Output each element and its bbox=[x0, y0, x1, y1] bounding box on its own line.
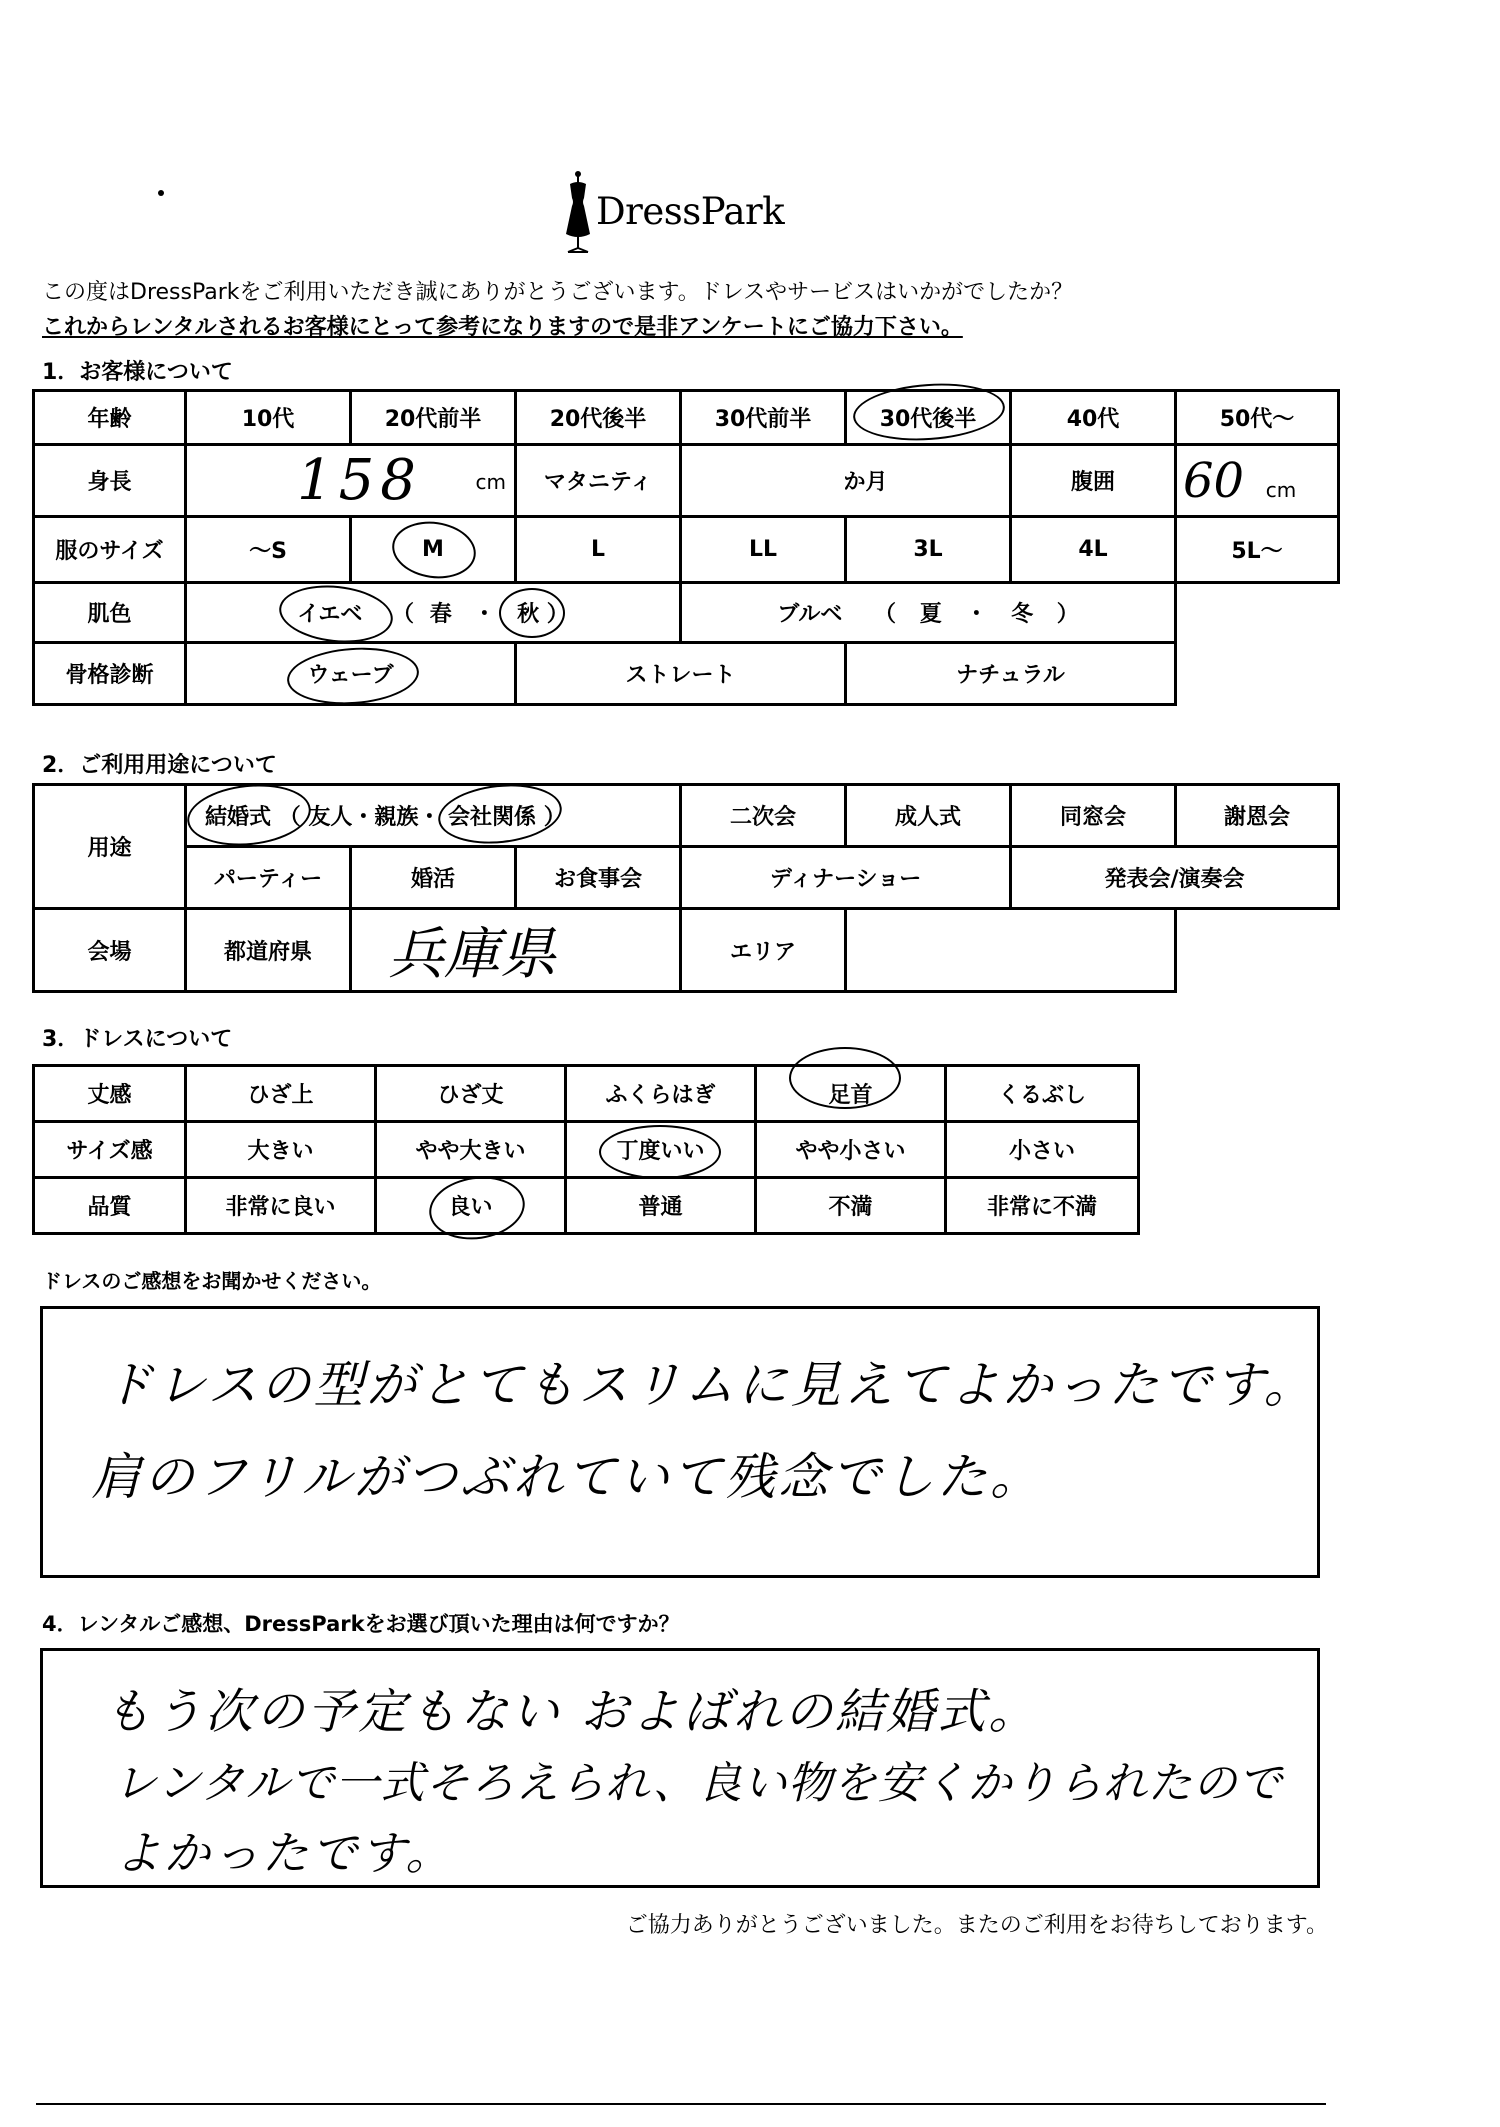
section1-title: 1．お客様について bbox=[42, 360, 233, 385]
frame-option[interactable]: ナチュラル bbox=[846, 643, 1176, 705]
quality-option[interactable]: 不満 bbox=[756, 1178, 946, 1234]
purpose-option[interactable]: 婚活 bbox=[351, 847, 516, 909]
size-label: 服のサイズ bbox=[34, 517, 186, 583]
length-row bbox=[34, 1066, 1139, 1122]
purpose-option[interactable]: お食事会 bbox=[516, 847, 681, 909]
purpose-row2 bbox=[34, 847, 1339, 909]
purpose-option[interactable]: 二次会 bbox=[681, 785, 846, 847]
waist-value: 60 bbox=[1183, 452, 1245, 509]
age-option-selected[interactable]: 30代後半 bbox=[846, 391, 1011, 445]
reason-line: もう次の予定もない およばれの結婚式。 bbox=[103, 1684, 1040, 1740]
age-label: 年齢 bbox=[34, 391, 186, 445]
venue-label: 会場 bbox=[34, 909, 186, 992]
reason-box[interactable] bbox=[40, 1648, 1320, 1888]
height-field[interactable] bbox=[186, 445, 516, 517]
area-field[interactable] bbox=[846, 909, 1176, 992]
purpose-option[interactable]: 発表会/演奏会 bbox=[1011, 847, 1339, 909]
closing-message: ご協力ありがとうございました。またのご利用をお待ちしております。 bbox=[625, 1913, 1328, 1938]
maternity-label: マタニティ bbox=[516, 445, 681, 517]
skin-cool-field[interactable]: ブルベ （ 夏 ・ 冬 ） bbox=[681, 583, 1176, 643]
quality-option[interactable]: 普通 bbox=[566, 1178, 756, 1234]
purpose-option[interactable]: 成人式 bbox=[846, 785, 1011, 847]
prefecture-label: 都道府県 bbox=[186, 909, 351, 992]
frame-option[interactable]: ストレート bbox=[516, 643, 846, 705]
purpose-option[interactable]: パーティー bbox=[186, 847, 351, 909]
age-option[interactable]: 40代 bbox=[1011, 391, 1176, 445]
empty-cell bbox=[1176, 643, 1339, 705]
company-selected: 会社関係 bbox=[448, 805, 536, 830]
fit-row bbox=[34, 1122, 1139, 1178]
quality-row bbox=[34, 1178, 1139, 1234]
size-option[interactable]: 5L～ bbox=[1176, 517, 1339, 583]
impressions-line: 肩のフリルがつぶれていて残念でした。 bbox=[91, 1448, 1043, 1506]
purpose-label: 用途 bbox=[34, 785, 186, 909]
reason-line: レンタルで一式そろえられ、良い物を安くかりられたので bbox=[113, 1758, 1283, 1809]
purpose-option[interactable]: ディナーショー bbox=[681, 847, 1011, 909]
prefecture-value: 兵庫県 bbox=[388, 922, 556, 987]
frame-row bbox=[34, 643, 1339, 705]
fit-option[interactable]: 小さい bbox=[946, 1122, 1139, 1178]
height-unit: cm bbox=[475, 470, 506, 494]
intro-text: この度はDressParkをご利用いただき誠にありがとうございます。ドレスやサービスはいかがでしたか？ bbox=[42, 280, 1074, 305]
dress-table bbox=[32, 1064, 1140, 1235]
skin-warm-option: イエベ bbox=[297, 602, 362, 627]
size-option[interactable]: ～S bbox=[186, 517, 351, 583]
brand-name: DressPark bbox=[596, 190, 785, 233]
intro-request: これからレンタルされるお客様にとって参考になりますので是非アンケートにご協力下さい。 bbox=[42, 315, 963, 340]
height-row bbox=[34, 445, 1339, 517]
waist-label: 腹囲 bbox=[1011, 445, 1176, 517]
frame-option-selected[interactable]: ウェーブ bbox=[186, 643, 516, 705]
impressions-box[interactable] bbox=[40, 1306, 1320, 1578]
waist-field[interactable] bbox=[1176, 445, 1339, 517]
quality-label: 品質 bbox=[34, 1178, 186, 1234]
skin-label: 肌色 bbox=[34, 583, 186, 643]
section2-title: 2．ご利用用途について bbox=[42, 753, 277, 778]
size-option[interactable]: 3L bbox=[846, 517, 1011, 583]
age-option[interactable]: 30代前半 bbox=[681, 391, 846, 445]
length-option[interactable]: くるぶし bbox=[946, 1066, 1139, 1122]
venue-row bbox=[34, 909, 1339, 992]
skin-warm-field[interactable]: イエベ （ 春 ・ 秋 ） bbox=[186, 583, 681, 643]
section3-title: 3．ドレスについて bbox=[42, 1027, 233, 1052]
skin-row bbox=[34, 583, 1339, 643]
size-option[interactable]: LL bbox=[681, 517, 846, 583]
age-option[interactable]: 10代 bbox=[186, 391, 351, 445]
quality-option-selected[interactable]: 良い bbox=[376, 1178, 566, 1234]
size-option[interactable]: L bbox=[516, 517, 681, 583]
size-option-selected[interactable]: M bbox=[351, 517, 516, 583]
length-option[interactable]: ふくらはぎ bbox=[566, 1066, 756, 1122]
maternity-field[interactable]: か月 bbox=[681, 445, 1011, 517]
length-label: 丈感 bbox=[34, 1066, 186, 1122]
length-option[interactable]: ひざ丈 bbox=[376, 1066, 566, 1122]
quality-option[interactable]: 非常に良い bbox=[186, 1178, 376, 1234]
purpose-table bbox=[32, 783, 1340, 993]
empty-cell bbox=[1176, 583, 1339, 643]
purpose-option[interactable]: 謝恩会 bbox=[1176, 785, 1339, 847]
height-label: 身長 bbox=[34, 445, 186, 517]
fit-option-selected[interactable]: 丁度いい bbox=[566, 1122, 756, 1178]
fit-option[interactable]: やや小さい bbox=[756, 1122, 946, 1178]
purpose-option[interactable]: 同窓会 bbox=[1011, 785, 1176, 847]
purpose-row1 bbox=[34, 785, 1339, 847]
size-row bbox=[34, 517, 1339, 583]
length-option-selected[interactable]: 足首 bbox=[756, 1066, 946, 1122]
size-option[interactable]: 4L bbox=[1011, 517, 1176, 583]
reason-line: よかったです。 bbox=[115, 1826, 455, 1880]
impressions-prompt: ドレスのご感想をお聞かせください。 bbox=[42, 1269, 382, 1293]
fit-label: サイズ感 bbox=[34, 1122, 186, 1178]
height-value: 158 bbox=[297, 448, 422, 513]
empty-cell bbox=[1176, 909, 1339, 992]
stray-mark bbox=[158, 190, 164, 196]
quality-option[interactable]: 非常に不満 bbox=[946, 1178, 1139, 1234]
prefecture-field[interactable] bbox=[351, 909, 681, 992]
age-option[interactable]: 50代～ bbox=[1176, 391, 1339, 445]
area-label: エリア bbox=[681, 909, 846, 992]
age-row bbox=[34, 391, 1339, 445]
wedding-selected: 結婚式 bbox=[205, 805, 271, 830]
skin-autumn-option: 秋 bbox=[517, 602, 539, 627]
age-option[interactable]: 20代前半 bbox=[351, 391, 516, 445]
waist-unit: cm bbox=[1265, 477, 1297, 502]
customer-table bbox=[32, 389, 1340, 706]
impressions-line: ドレスの型がとてもスリムに見えてよかったです。 bbox=[103, 1356, 1317, 1414]
frame-label: 骨格診断 bbox=[34, 643, 186, 705]
divider bbox=[36, 2103, 1326, 2105]
fit-option[interactable]: やや大きい bbox=[376, 1122, 566, 1178]
section4-title: 4．レンタルご感想、DressParkをお選び頂いた理由は何ですか？ bbox=[42, 1612, 680, 1636]
age-option[interactable]: 20代後半 bbox=[516, 391, 681, 445]
length-option[interactable]: ひざ上 bbox=[186, 1066, 376, 1122]
dresspark-logo bbox=[560, 168, 800, 258]
wedding-option[interactable]: 結婚式 （ 友人・親族・ 会社関係 ） bbox=[186, 785, 681, 847]
fit-option[interactable]: 大きい bbox=[186, 1122, 376, 1178]
dress-form-icon bbox=[560, 168, 596, 258]
